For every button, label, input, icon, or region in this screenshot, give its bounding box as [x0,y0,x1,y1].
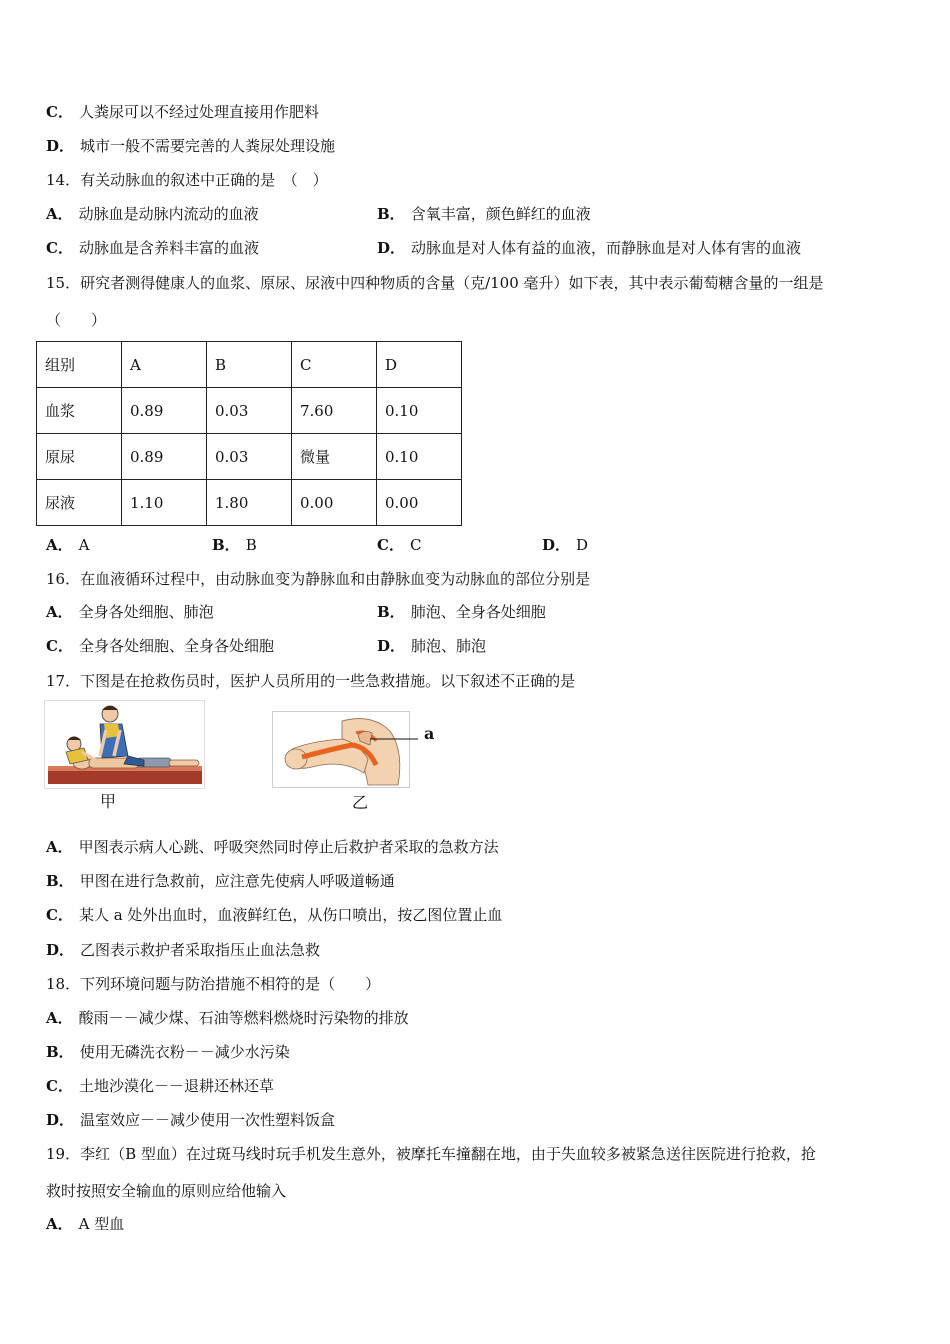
table-cell: 血浆 [37,388,122,434]
q16-option-b: B． 肺泡、全身各处细胞 [377,603,546,621]
table-cell: 0.10 [377,434,462,480]
table-cell: A [122,342,207,388]
table-cell: 0.10 [377,388,462,434]
table-header-row [37,342,462,388]
table-cell: 原尿 [37,434,122,480]
table-cell: 0.00 [292,480,377,526]
q14-option-a: A． 动脉血是动脉内流动的血液 [46,205,259,223]
q15-data-table [36,341,462,526]
table-cell: 0.03 [207,434,292,480]
q19-stem-line2: 救时按照安全输血的原则应给他输入 [46,1182,287,1200]
q19-option-a: A． A 型血 [46,1215,125,1233]
q19-stem-line1: 19．李红（B 型血）在过斑马线时玩手机发生意外，被摩托车撞翻在地，由于失血较多被紧急送往医院进行抢救，抢 [46,1145,816,1163]
q18-option-a: A． 酸雨－－减少煤、石油等燃料燃烧时污染物的排放 [46,1009,409,1027]
q14-option-b: B． 含氧丰富，颜色鲜红的血液 [377,205,591,223]
q17-stem: 17．下图是在抢救伤员时，医护人员所用的一些急救措施。以下叙述不正确的是 [46,672,576,690]
table-cell: 微量 [292,434,377,480]
q15-option-b: B． B [212,536,257,554]
q18-option-b: B． 使用无磷洗衣粉－－减少水污染 [46,1043,290,1061]
table-cell: 0.00 [377,480,462,526]
table-row [37,480,462,526]
table-cell: 1.10 [122,480,207,526]
q15-option-d: D． D [542,536,589,554]
table-cell: 0.03 [207,388,292,434]
q18-option-c: C． 土地沙漠化－－退耕还林还草 [46,1077,274,1095]
table-cell: D [377,342,462,388]
table-cell: 尿液 [37,480,122,526]
table-cell: C [292,342,377,388]
q18-option-d: D． 温室效应－－减少使用一次性塑料饭盒 [46,1111,336,1129]
table-row [37,388,462,434]
q17-option-c: C． 某人 a 处外出血时，血液鲜红色，从伤口喷出，按乙图位置止血 [46,906,503,924]
q17-option-b: B． 甲图在进行急救前，应注意先使病人呼吸道畅通 [46,872,395,890]
table-cell: 7.60 [292,388,377,434]
arm-pressure-illustration [272,711,440,791]
q13-option-c: C． 人粪尿可以不经过处理直接用作肥料 [46,103,319,121]
q15-option-c: C． C [377,536,422,554]
figure-caption-jia: 甲 [100,792,117,811]
table-cell: 组别 [37,342,122,388]
q16-option-c: C． 全身各处细胞、全身各处细胞 [46,637,274,655]
table-cell: 0.89 [122,388,207,434]
q15-option-a: A． A [46,536,90,554]
table-cell: 0.89 [122,434,207,480]
cpr-illustration [44,700,206,790]
q15-stem-line2: （ ） [46,311,107,329]
q16-stem: 16．在血液循环过程中，由动脉血变为静脉血和由静脉血变为动脉血的部位分别是 [46,570,591,588]
q14-option-d: D． 动脉血是对人体有益的血液，而静脉血是对人体有害的血液 [377,239,802,257]
table-row [37,434,462,480]
q14-stem: 14．有关动脉血的叙述中正确的是 （ ） [46,171,328,189]
table-cell: B [207,342,292,388]
figure-marker-a: a [424,724,435,743]
figure-caption-yi: 乙 [352,793,369,812]
q13-option-d: D． 城市一般不需要完善的人粪尿处理设施 [46,137,336,155]
q17-option-a: A． 甲图表示病人心跳、呼吸突然同时停止后救护者采取的急救方法 [46,838,499,856]
q18-stem: 18．下列环境问题与防治措施不相符的是（ ） [46,975,381,993]
q14-option-c: C． 动脉血是含养料丰富的血液 [46,239,259,257]
table-cell: 1.80 [207,480,292,526]
q15-stem-line1: 15．研究者测得健康人的血浆、原尿、尿液中四种物质的含量（克/100 毫升）如下表，其中表示葡萄糖含量的一组是 [46,274,824,292]
q17-option-d: D． 乙图表示救护者采取指压止血法急救 [46,941,321,959]
q16-option-a: A． 全身各处细胞、肺泡 [46,603,214,621]
q16-option-d: D． 肺泡、肺泡 [377,637,487,655]
